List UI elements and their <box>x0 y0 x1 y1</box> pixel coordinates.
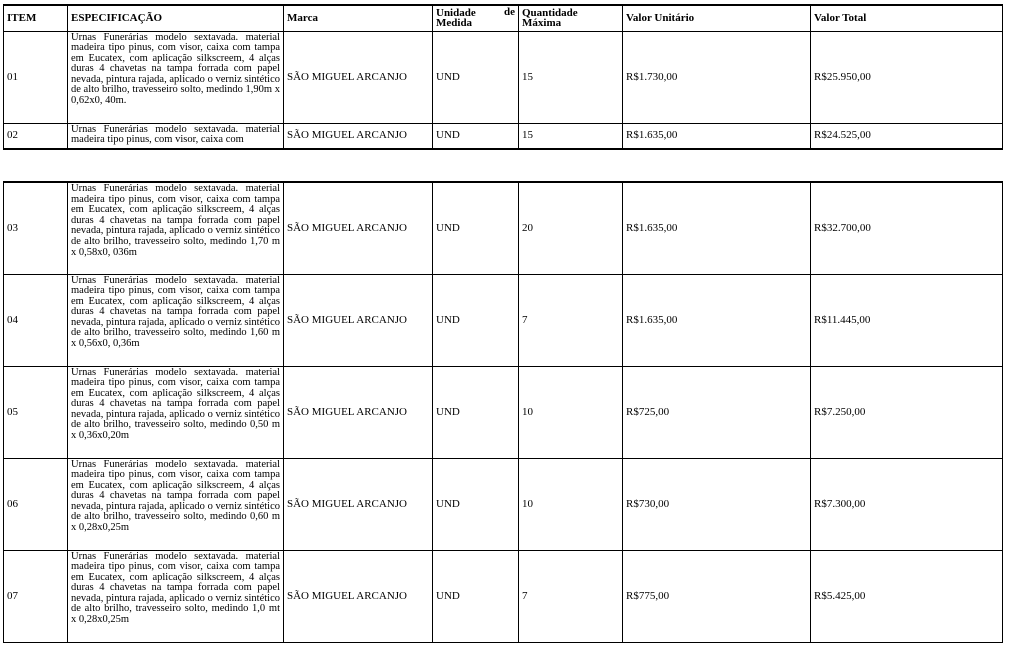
table-row <box>4 182 1003 274</box>
cell-brand: SÃO MIGUEL ARCANJO <box>284 458 433 550</box>
cell-unit: UND <box>433 366 519 458</box>
cell-spec-text: Urnas Funerárias modelo sextavada. material madeira tipo pinus, com visor, caixa com <box>71 124 280 146</box>
header-brand: Marca <box>284 5 433 31</box>
cell-unit: UND <box>433 31 519 123</box>
header-spec: ESPECIFICAÇÃO <box>68 5 284 31</box>
cell-brand: SÃO MIGUEL ARCANJO <box>284 550 433 642</box>
cell-brand: SÃO MIGUEL ARCANJO <box>284 182 433 274</box>
header-unit-price: Valor Unitário <box>623 5 811 31</box>
cell-unit: UND <box>433 458 519 550</box>
cell-qty: 20 <box>519 182 623 274</box>
cell-unit-price: R$1.635,00 <box>623 182 811 274</box>
cell-unit: UND <box>433 274 519 366</box>
cell-spec-text: Urnas Funerárias modelo sextavada. material madeira tipo pinus, com visor, caixa com tampa em Eucatex, com aplicação silkscreem, 4 alças duras 4 chavetas na tampa forrada com papel nevada, pintura rajada, aplicado o verniz sintético de alto brilho, travesseiro solto, medindo 0,50 m x 0,36x0,20m <box>71 366 280 442</box>
cell-spec <box>68 31 284 123</box>
header-unit-line2: Medida <box>436 17 473 30</box>
cell-spec <box>68 458 284 550</box>
cell-unit-price: R$775,00 <box>623 550 811 642</box>
cell-brand: SÃO MIGUEL ARCANJO <box>284 366 433 458</box>
cell-brand: SÃO MIGUEL ARCANJO <box>284 123 433 149</box>
cell-qty: 7 <box>519 274 623 366</box>
cell-spec-text: Urnas Funerárias modelo sextavada. material madeira tipo pinus, com visor, caixa com tampa em Eucatex, com aplicação silkscreem, 4 alças duras 4 chavetas na tampa forrada com papel nevada, pintura rajada, aplicado o verniz sintético de alto brilho, travesseiro solto, medindo 1,70 m x 0,58x0, 036m <box>71 183 280 258</box>
cell-item: 06 <box>4 458 68 550</box>
cell-total: R$5.425,00 <box>811 550 1003 642</box>
cell-unit: UND <box>433 550 519 642</box>
cell-item: 01 <box>4 31 68 123</box>
items-table-page-2 <box>3 181 1003 643</box>
cell-spec <box>68 550 284 642</box>
cell-spec-text: Urnas Funerárias modelo sextavada. material madeira tipo pinus, com visor, caixa com tampa em Eucatex, com aplicação silkscreem, 4 alças duras 4 chavetas na tampa forrada com papel nevada, pintura rajada, aplicado o verniz sintético de alto brilho, travesseiro solto, medindo 1,90m x 0,62x0, 40m. <box>71 31 280 107</box>
table-row <box>4 458 1003 550</box>
cell-item: 02 <box>4 123 68 149</box>
cell-qty: 10 <box>519 366 623 458</box>
table-row <box>4 550 1003 642</box>
items-table-page-1 <box>3 4 1003 150</box>
cell-item: 03 <box>4 182 68 274</box>
cell-item: 07 <box>4 550 68 642</box>
cell-spec <box>68 182 284 274</box>
cell-total: R$24.525,00 <box>811 123 1003 149</box>
cell-brand: SÃO MIGUEL ARCANJO <box>284 274 433 366</box>
cell-unit-price: R$1.730,00 <box>623 31 811 123</box>
table-row <box>4 274 1003 366</box>
header-qty: Quantidade Máxima <box>519 5 623 31</box>
cell-qty: 7 <box>519 550 623 642</box>
cell-total: R$7.300,00 <box>811 458 1003 550</box>
header-unit-line1: Unidade <box>436 6 476 19</box>
cell-brand: SÃO MIGUEL ARCANJO <box>284 31 433 123</box>
table-row <box>4 123 1003 149</box>
cell-total: R$7.250,00 <box>811 366 1003 458</box>
cell-total: R$32.700,00 <box>811 182 1003 274</box>
table-row <box>4 31 1003 123</box>
header-total: Valor Total <box>811 5 1003 31</box>
cell-unit-price: R$725,00 <box>623 366 811 458</box>
cell-spec-text: Urnas Funerárias modelo sextavada. material madeira tipo pinus, com visor, caixa com tampa em Eucatex, com aplicação silkscreem, 4 alças duras 4 chavetas na tampa forrada com papel nevada, pintura rajada, aplicado o verniz sintético de alto brilho, travesseiro solto, medindo 1,60 m x 0,56x0, 0,36m <box>71 274 280 350</box>
cell-unit-price: R$1.635,00 <box>623 274 811 366</box>
cell-qty: 15 <box>519 123 623 149</box>
cell-spec <box>68 366 284 458</box>
cell-spec <box>68 274 284 366</box>
header-unit-de: de <box>504 6 515 18</box>
cell-qty: 15 <box>519 31 623 123</box>
header-unit <box>433 5 519 31</box>
cell-total: R$25.950,00 <box>811 31 1003 123</box>
cell-unit: UND <box>433 182 519 274</box>
table-row <box>4 366 1003 458</box>
cell-total: R$11.445,00 <box>811 274 1003 366</box>
cell-unit: UND <box>433 123 519 149</box>
cell-item: 04 <box>4 274 68 366</box>
header-item: ITEM <box>4 5 68 31</box>
cell-item: 05 <box>4 366 68 458</box>
cell-qty: 10 <box>519 458 623 550</box>
cell-unit-price: R$1.635,00 <box>623 123 811 149</box>
cell-spec <box>68 123 284 149</box>
cell-spec-text: Urnas Funerárias modelo sextavada. material madeira tipo pinus, com visor, caixa com tampa em Eucatex, com aplicação silkscreem, 4 alças duras 4 chavetas na tampa forrada com papel nevada, pintura rajada, aplicado o verniz sintético de alto brilho, travesseiro solto, medindo 1,0 mt x 0,28x0,25m <box>71 550 280 626</box>
cell-unit-price: R$730,00 <box>623 458 811 550</box>
table-header-row <box>4 5 1003 31</box>
cell-spec-text: Urnas Funerárias modelo sextavada. material madeira tipo pinus, com visor, caixa com tampa em Eucatex, com aplicação silkscreem, 4 alças duras 4 chavetas na tampa forrada com papel nevada, pintura rajada, aplicado o verniz sintético de alto brilho, travesseiro solto, medindo 0,60 m x 0,28x0,25m <box>71 458 280 534</box>
